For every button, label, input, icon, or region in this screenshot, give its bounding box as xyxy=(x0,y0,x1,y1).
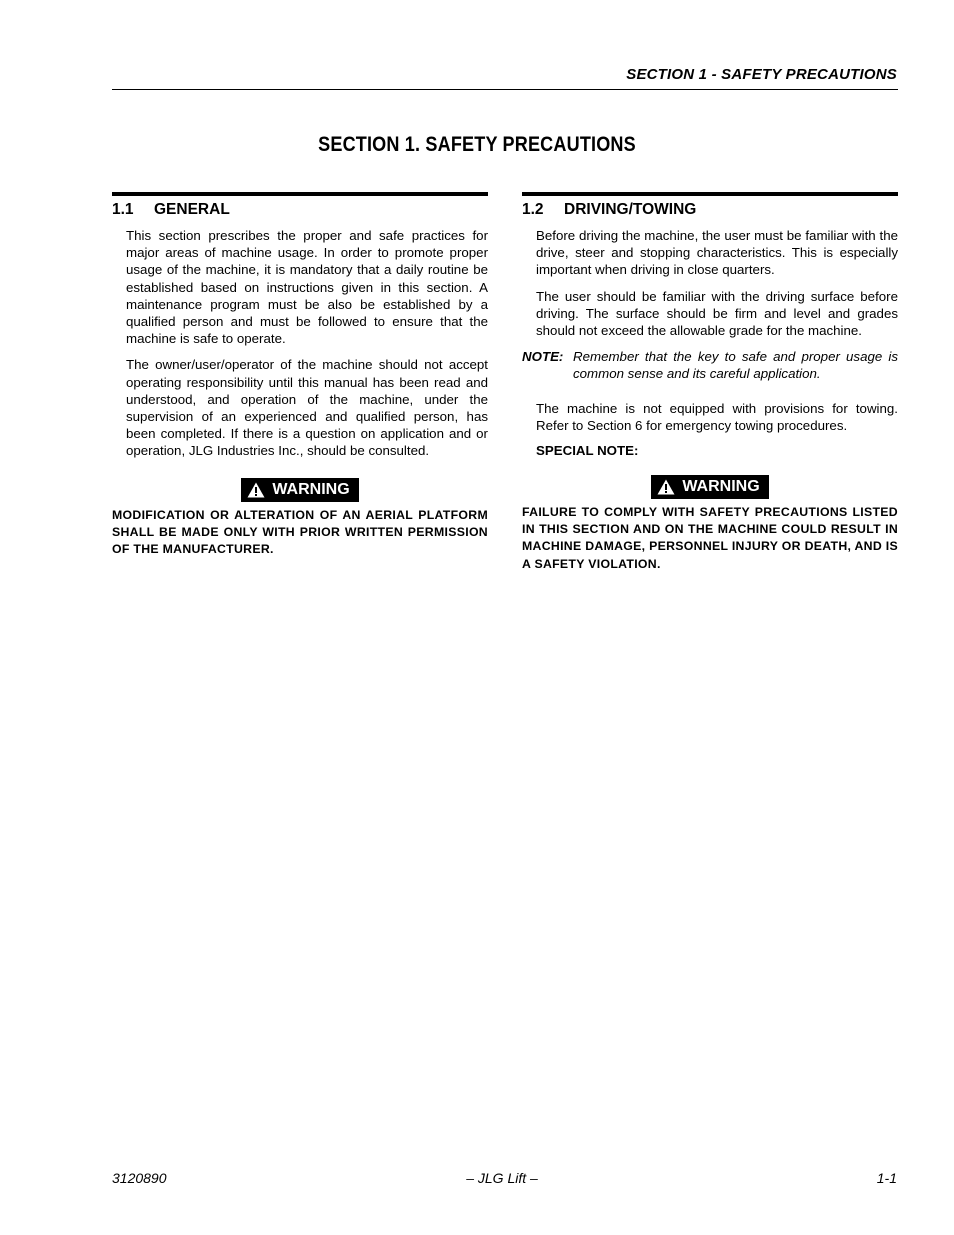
note-label: NOTE: xyxy=(522,349,564,365)
footer-publisher: – JLG Lift – xyxy=(466,1170,538,1186)
paragraph: This section prescribes the proper and safe practices for major areas of machine usage. In order to promote proper usage of the machine, it is mandatory that a daily routine be established based on instructions given in this section. A maintenance program must be also be established by a qualified person and must be followed to ensure that the machine is safe to operate. xyxy=(126,228,488,347)
section-rule xyxy=(522,192,898,196)
warning-badge xyxy=(651,475,768,499)
page-title: SECTION 1. SAFETY PRECAUTIONS xyxy=(318,133,636,156)
footer-page-number: 1-1 xyxy=(876,1170,897,1186)
header-rule xyxy=(112,89,898,90)
warning-triangle-icon xyxy=(657,479,675,495)
column-driving xyxy=(522,192,898,573)
section-number: 1.1 xyxy=(112,201,134,218)
note xyxy=(522,348,898,382)
paragraph: The user should be familiar with the driving surface before driving. The surface should be firm and level and grades should not exceed the allowable grade for the machine. xyxy=(536,288,898,339)
warning-triangle-icon xyxy=(247,482,265,498)
section-heading-text: DRIVING/TOWING xyxy=(564,201,697,218)
paragraph: The owner/user/operator of the machine should not accept operating responsibility until this manual has been read and understood, and operation of the machine, under the supervision of an experienced and qualified person, has been completed. If there is a question on application and or operation, JLG Industries Inc., should be consulted. xyxy=(126,357,488,459)
section-number: 1.2 xyxy=(522,201,544,218)
column-general xyxy=(112,192,488,558)
warning-label: WARNING xyxy=(272,480,350,498)
section-heading-driving xyxy=(522,201,898,219)
paragraph: Before driving the machine, the user must be familiar with the drive, steer and stopping characteristics. This is especially important when driving in close quarters. xyxy=(536,228,898,278)
section-rule xyxy=(112,192,488,196)
footer-doc-number: 3120890 xyxy=(112,1170,167,1186)
warning-text: MODIFICATION OR ALTERATION OF AN AERIAL PLATFORM SHALL BE MADE ONLY WITH PRIOR WRITTEN PERMISSION OF THE MANUFACTURER. xyxy=(112,507,488,557)
special-note-label: SPECIAL NOTE: xyxy=(536,443,639,459)
section-heading-general xyxy=(112,201,488,219)
note-text: Remember that the key to safe and proper usage is common sense and its careful application. xyxy=(573,349,898,382)
warning-text: FAILURE TO COMPLY WITH SAFETY PRECAUTIONS LISTED IN THIS SECTION AND ON THE MACHINE COULD RESULT IN MACHINE DAMAGE, PERSONNEL INJURY OR DEATH, AND IS A SAFETY VIOLATION. xyxy=(522,505,898,571)
section-heading-text: GENERAL xyxy=(154,201,230,218)
paragraph: The machine is not equipped with provisions for towing. Refer to Section 6 for emergency towing procedures. xyxy=(536,400,898,433)
warning-badge xyxy=(241,478,358,502)
warning-label: WARNING xyxy=(682,478,760,496)
running-header-title: SECTION 1 - SAFETY PRECAUTIONS xyxy=(626,66,897,83)
